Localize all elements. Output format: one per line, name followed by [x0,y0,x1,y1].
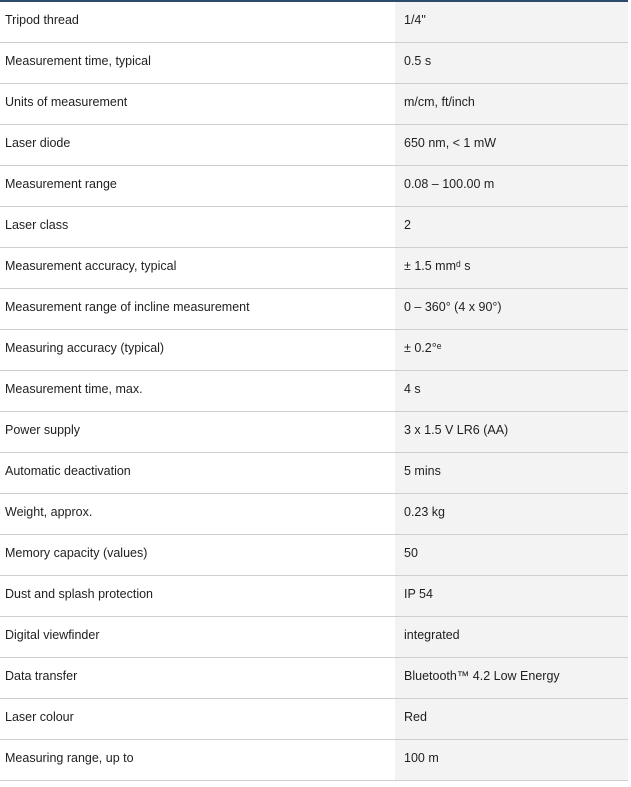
table-row [0,535,628,576]
table-row [0,453,628,494]
spec-value: Bluetooth™ 4.2 Low Energy [395,658,628,698]
spec-value: 100 m [395,740,628,780]
spec-value: 0.23 kg [395,494,628,534]
table-row [0,207,628,248]
table-row [0,125,628,166]
spec-value: ± 0.2°ᵉ [395,330,628,370]
table-row [0,330,628,371]
spec-value: 650 nm, < 1 mW [395,125,628,165]
spec-label: Laser colour [0,699,395,739]
table-row [0,248,628,289]
spec-label: Laser diode [0,125,395,165]
spec-label: Measurement range of incline measurement [0,289,395,329]
spec-label: Memory capacity (values) [0,535,395,575]
spec-value: ± 1.5 mmᵈ s [395,248,628,288]
spec-value: IP 54 [395,576,628,616]
spec-value: 0 – 360° (4 x 90°) [395,289,628,329]
table-row [0,2,628,43]
spec-value: Red [395,699,628,739]
spec-label: Measurement accuracy, typical [0,248,395,288]
spec-value: 0.08 – 100.00 m [395,166,628,206]
spec-label: Measurement range [0,166,395,206]
table-row [0,617,628,658]
table-row [0,371,628,412]
spec-label: Data transfer [0,658,395,698]
spec-label: Measuring accuracy (typical) [0,330,395,370]
table-row [0,699,628,740]
spec-value: 3 x 1.5 V LR6 (AA) [395,412,628,452]
spec-label: Weight, approx. [0,494,395,534]
spec-value: 2 [395,207,628,247]
table-row [0,43,628,84]
spec-value: integrated [395,617,628,657]
table-row [0,658,628,699]
spec-value: 5 mins [395,453,628,493]
table-row [0,494,628,535]
spec-label: Measuring range, up to [0,740,395,780]
spec-label: Measurement time, max. [0,371,395,411]
spec-value: 50 [395,535,628,575]
table-row [0,740,628,781]
table-row [0,166,628,207]
table-row [0,84,628,125]
spec-label: Digital viewfinder [0,617,395,657]
table-row [0,576,628,617]
spec-label: Measurement time, typical [0,43,395,83]
spec-label: Units of measurement [0,84,395,124]
spec-label: Automatic deactivation [0,453,395,493]
spec-label: Power supply [0,412,395,452]
spec-value: 0.5 s [395,43,628,83]
spec-label: Tripod thread [0,2,395,42]
table-row [0,412,628,453]
spec-value: 4 s [395,371,628,411]
spec-value: m/cm, ft/inch [395,84,628,124]
table-row [0,289,628,330]
spec-label: Laser class [0,207,395,247]
spec-value: 1/4" [395,2,628,42]
spec-label: Dust and splash protection [0,576,395,616]
